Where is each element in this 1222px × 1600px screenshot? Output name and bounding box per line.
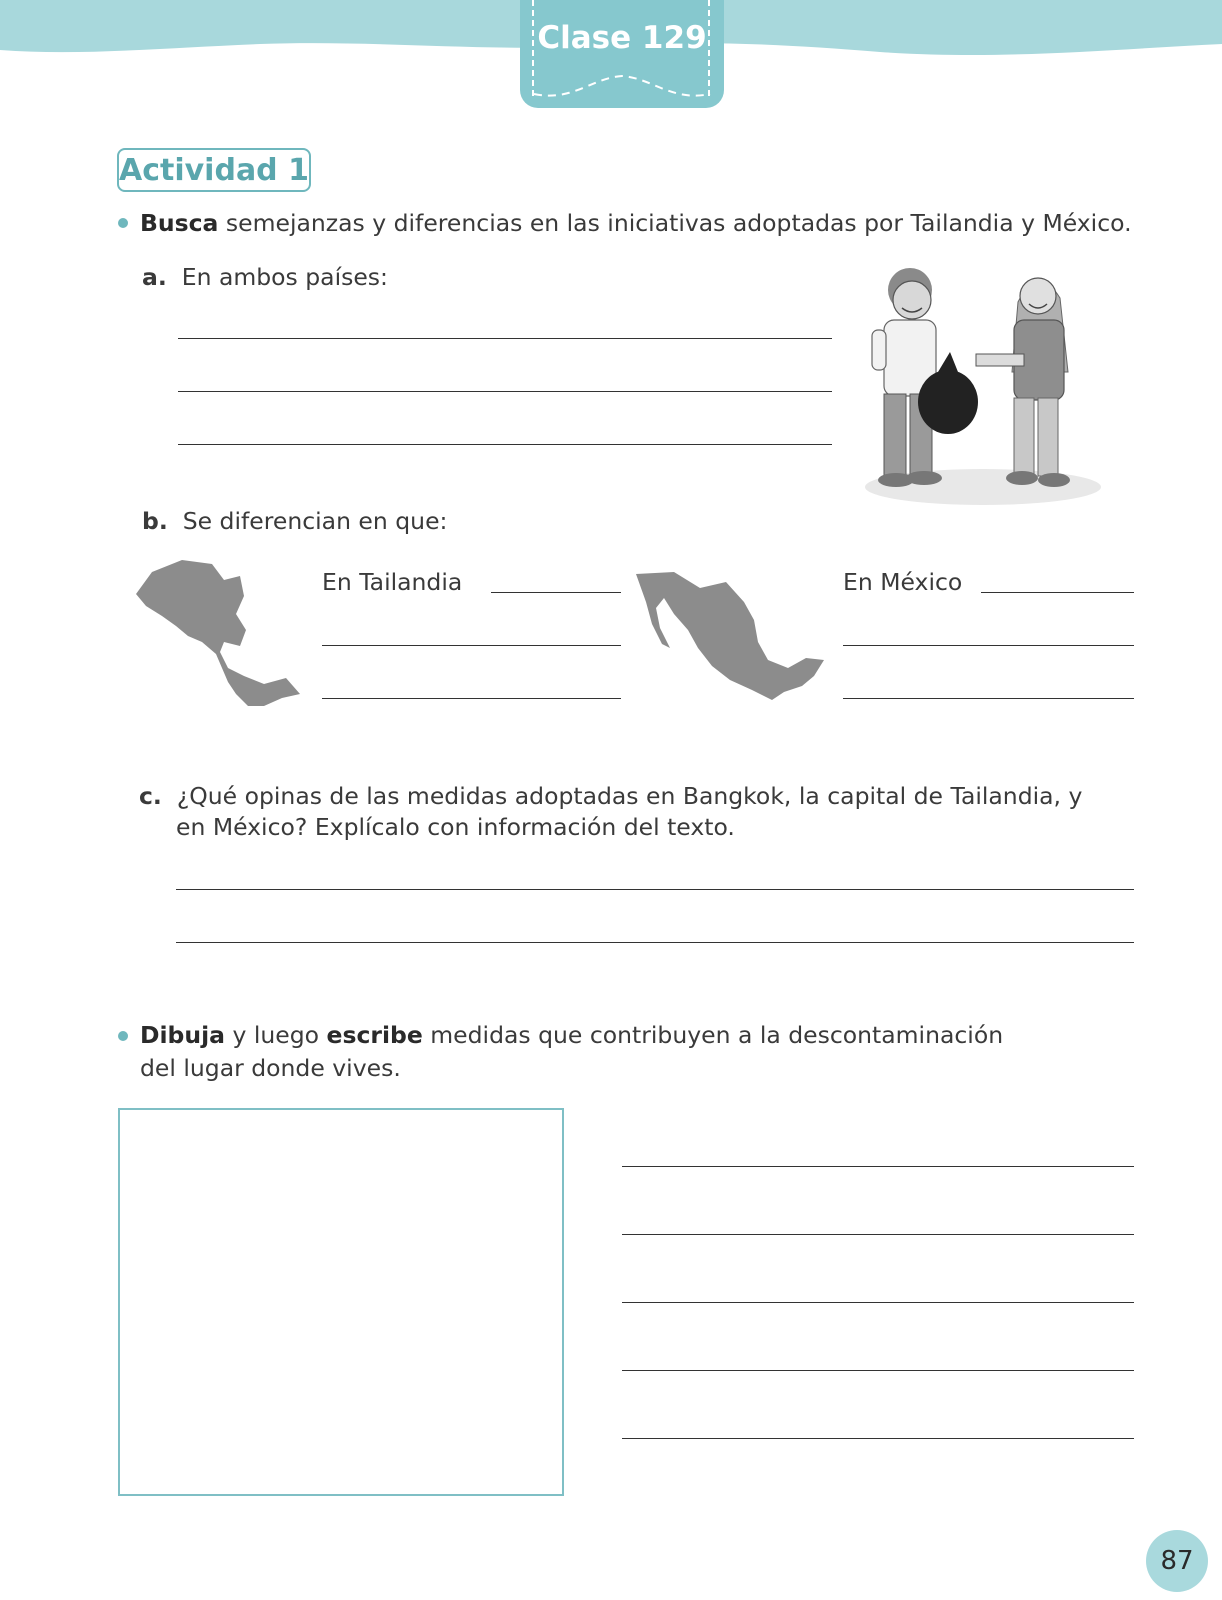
writing-line-3[interactable] [622, 1302, 1134, 1303]
page-number: 87 [1146, 1530, 1208, 1592]
instruction-1-verb: Busca [140, 209, 219, 237]
writing-line-2[interactable] [622, 1234, 1134, 1235]
bullet-2 [118, 1031, 128, 1041]
instruction-2-line-2: del lugar donde vives. [140, 1054, 401, 1082]
item-c-line-1 [139, 780, 1082, 812]
answer-line-c2[interactable] [176, 942, 1134, 943]
drawing-box[interactable] [118, 1108, 564, 1496]
answer-line-a1[interactable] [178, 338, 832, 339]
bullet-1 [118, 218, 128, 228]
answer-line-mexico-1[interactable] [981, 592, 1134, 593]
thailand-label: En Tailandia [322, 568, 463, 596]
writing-line-1[interactable] [622, 1166, 1134, 1167]
children-recycling-illustration [858, 262, 1108, 512]
answer-line-a3[interactable] [178, 444, 832, 445]
writing-line-5[interactable] [622, 1438, 1134, 1439]
answer-line-thailand-1[interactable] [491, 592, 621, 593]
answer-line-mexico-2[interactable] [843, 645, 1134, 646]
instruction-2-line-1 [140, 1019, 1003, 1051]
class-tab-dashed-wave [532, 72, 712, 102]
mexico-label: En México [843, 568, 963, 596]
answer-line-a2[interactable] [178, 391, 832, 392]
item-b-text: Se diferencian en que: [182, 507, 448, 535]
class-title: Clase 129 [537, 20, 707, 56]
thailand-map-icon [132, 556, 312, 716]
item-c-text-1: ¿Qué opinas de las medidas adoptadas en Bangkok, la capital de Tailandia, y [176, 782, 1083, 810]
item-a-letter: a. [142, 263, 167, 291]
answer-line-thailand-2[interactable] [322, 645, 621, 646]
writing-line-4[interactable] [622, 1370, 1134, 1371]
instruction-1-text: semejanzas y diferencias en las iniciativas adoptadas por Tailandia y México. [218, 209, 1132, 237]
answer-line-mexico-3[interactable] [843, 698, 1134, 699]
answer-line-c1[interactable] [176, 889, 1134, 890]
item-a [142, 261, 388, 293]
item-c-letter: c. [139, 782, 162, 810]
activity-title: Actividad 1 [117, 148, 311, 192]
instruction-2-mid: y luego [225, 1021, 327, 1049]
item-b-letter: b. [142, 507, 168, 535]
instruction-2-verb-1: Dibuja [140, 1021, 226, 1049]
instruction-2-verb-2: escribe [326, 1021, 423, 1049]
answer-line-thailand-3[interactable] [322, 698, 621, 699]
item-a-text: En ambos países: [181, 263, 388, 291]
item-c-line-2: en México? Explícalo con información del texto. [176, 813, 735, 841]
instruction-1 [140, 207, 1132, 239]
mexico-map-icon [634, 568, 834, 718]
item-b [142, 505, 447, 537]
instruction-2-text: medidas que contribuyen a la descontaminación [422, 1021, 1004, 1049]
